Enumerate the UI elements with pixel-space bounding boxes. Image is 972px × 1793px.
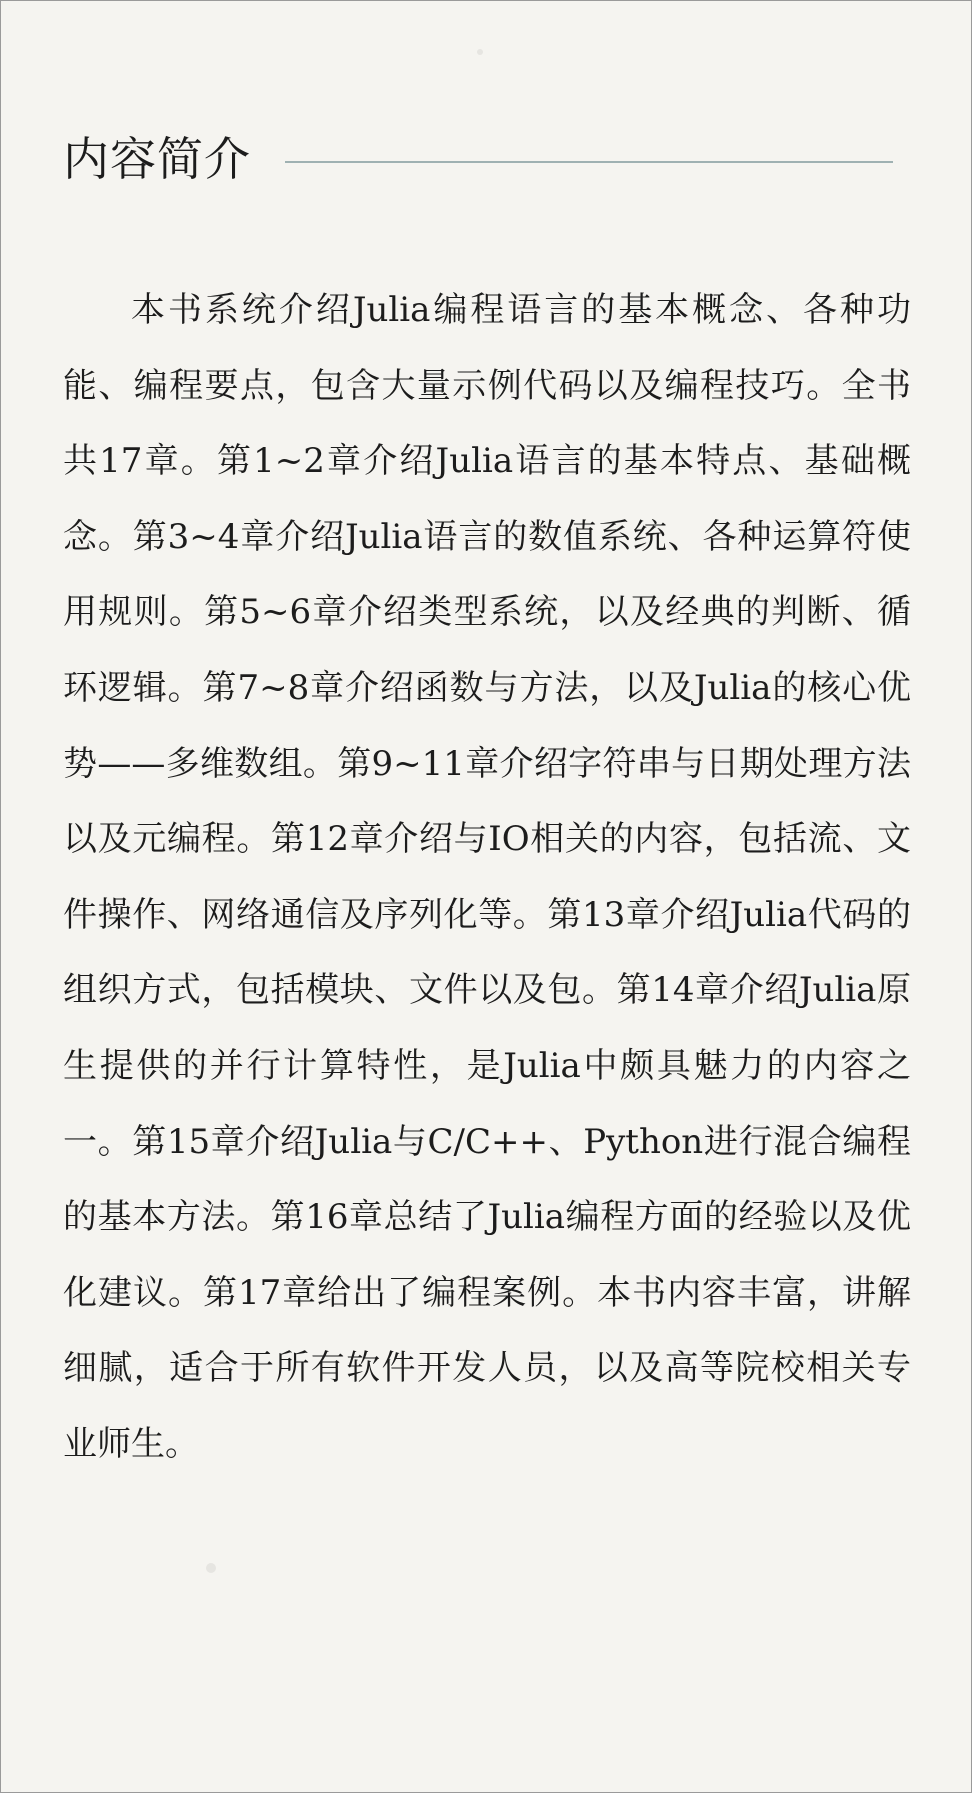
section-header [63, 129, 893, 189]
paper-speck [477, 49, 483, 55]
section-title: 内容简介 [63, 132, 251, 186]
title-divider [285, 161, 893, 163]
paper-speck [206, 1563, 216, 1573]
summary-paragraph: 本书系统介绍Julia编程语言的基本概念、各种功能、编程要点，包含大量示例代码以及编程技巧。全书共17章。第1~2章介绍Julia语言的基本特点、基础概念。第3~4章介绍Julia语言的数值系统、各种运算符使用规则。第5~6章介绍类型系统，以及经典的判断、循环逻辑。第7~8章介绍函数与方法，以及Julia的核心优势——多维数组。第9~11章介绍字符串与日期处理方法以及元编程。第12章介绍与IO相关的内容，包括流、文件操作、网络通信及序列化等。第13章介绍Julia代码的组织方式，包括模块、文件以及包。第14章介绍Julia原生提供的并行计算特性，是Julia中颇具魅力的内容之一。第15章介绍Julia与C/C++、Python进行混合编程的基本方法。第16章总结了Julia编程方面的经验以及优化建议。第17章给出了编程案例。本书内容丰富，讲解细腻，适合于所有软件开发人员，以及高等院校相关专业师生。 [63, 290, 911, 1464]
summary-content [63, 273, 911, 1483]
